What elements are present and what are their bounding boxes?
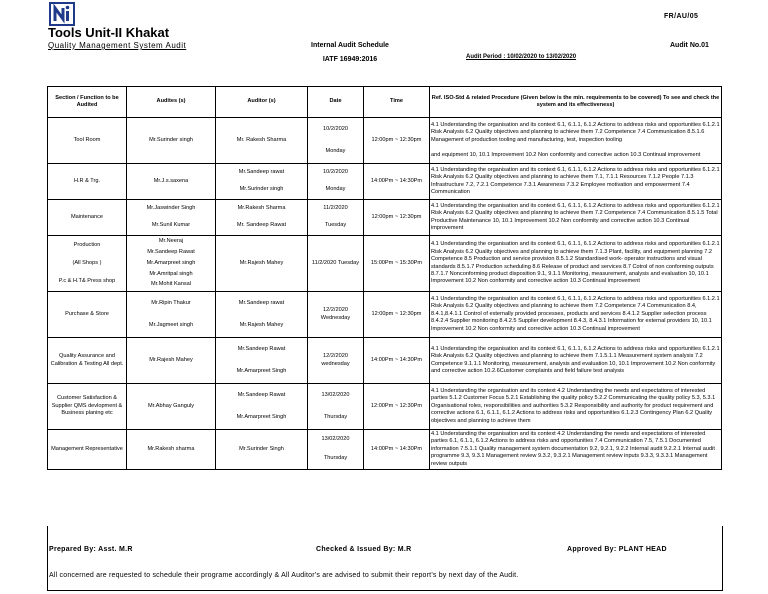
footer-box: [47, 526, 723, 591]
cell-time: 14:00Pm ~ 14:30Pm: [364, 164, 430, 200]
footer-note: All concerned are requested to schedule their programe accordingly & All Auditor's are advised to submit their report's by next day of the Audit.: [49, 572, 519, 579]
date-value: 10/2/2020: [323, 169, 348, 176]
cell-section-line: P.c & H.T& Press shop: [58, 277, 116, 284]
reference-text: 4.1 Understanding the organisation and its context 4.2 Understanding the needs and expectations of interested parties 5.1.2 Customer Focus 5.2.1 Establishing the quality policy 5.2.2 Communicating the quality policy 5.3, 5.3.1 Organisational roles, responsibilities and authorities 5.3.2 Responsibility and authority for product requirement and corrective actions 6.1, 6.1.1, 6.1.2 Actions to address risks and opportunities 6.1.2.3 Contingency Plan 6.2 Quality objectives and planning to achieve them: [431, 388, 716, 424]
cell-time: 12:00pm ~ 12:30pm: [364, 200, 430, 236]
cell-time: 12:00pm ~ 12:30pm: [364, 292, 430, 338]
day-value: Tuesday: [324, 222, 347, 229]
cell-auditors-line: Mr.Surinder singh: [239, 186, 284, 193]
cell-auditees: [127, 164, 216, 200]
date-value: 13/02/2020: [321, 391, 350, 398]
cell-auditees: [127, 200, 216, 236]
cell-auditees-line: Mr.Sandeep Rawat: [147, 249, 195, 255]
cell-time: 14:00Pm ~ 14:30Pm: [364, 338, 430, 384]
cell-section-line: H.R & Trg.: [73, 177, 101, 184]
cell-time: 12:00Pm ~ 12:30Pm: [364, 384, 430, 430]
cell-date: [308, 338, 364, 384]
table-row: [48, 118, 722, 164]
cell-auditees-line: Mr.Sunil Kumar: [151, 222, 191, 229]
cell-date: [308, 164, 364, 200]
cell-section: [48, 164, 127, 200]
cell-reference: [430, 236, 722, 292]
standard: IATF 16949:2016: [322, 56, 378, 63]
audit-period: Audit Period : 10/02/2020 to 13/02/2020: [466, 54, 577, 60]
cell-section: [48, 200, 127, 236]
cell-auditors-line: Mr.Rajesh Mahey: [239, 321, 284, 328]
audit-schedule-table: [47, 86, 722, 470]
cell-reference: [430, 338, 722, 384]
cell-auditors: [216, 292, 308, 338]
cell-auditors: [216, 118, 308, 164]
cell-auditors: [216, 384, 308, 430]
reference-text: 4.1 Understanding the organisation and its context 6.1, 6.1.1, 6.1.2 Actions to address risks and opportunities 6.1.2.1 Risk Analysis 6.2 Quality objectives and planning to achieve them 7.1, 7.1.1 Resources 7.1.2 People 7.1.3 Infrastructure 7.2, 7.2.1 Competence 7.3.1 Awareness 7.3.2 Employee motivation and empowerment 7.4 Communication: [431, 166, 720, 195]
cell-auditees-line: Mr.Rajesh Mahey: [149, 356, 193, 363]
cell-section-line: Production: [73, 241, 101, 248]
cell-date: [308, 384, 364, 430]
table-row: [48, 164, 722, 200]
cell-auditors-line: Mr.Sandeep Rawat: [237, 391, 286, 398]
cell-section: [48, 384, 127, 430]
cell-auditees: [127, 430, 216, 470]
header-section: Section / Function to be Audited: [48, 87, 127, 118]
cell-auditors-line: Mr.Surinder Singh: [239, 445, 284, 452]
cell-section-line: Quality Assurance and Calibration & Testing All dept.: [50, 353, 124, 367]
cell-auditors-line: Mr.Sandeep Rawat: [237, 345, 286, 352]
cell-auditors-line: Mr.Sandeep rawat: [238, 299, 285, 306]
cell-reference: [430, 164, 722, 200]
cell-section: [48, 236, 127, 292]
cell-auditors: [216, 164, 308, 200]
header-date: Date: [308, 87, 364, 118]
cell-section-line: (All Shops ): [72, 259, 102, 266]
cell-section-line: Customer Satisfaction & Supplier QMS devlopment & Business planing etc: [51, 395, 123, 417]
date-value: 12/2/2020 Wednesday: [320, 307, 351, 321]
table-row: [48, 200, 722, 236]
cell-time: 12:00pm ~ 12:30pm: [364, 118, 430, 164]
cell-auditees-line: Mr.Abhay Ganguly: [147, 402, 195, 409]
cell-date: [308, 236, 364, 292]
cell-date: [308, 430, 364, 470]
cell-auditors-line: Mr. Sandeep Rawat: [236, 222, 287, 229]
reference-text: 4.1 Understanding the organisation and its context 6.1, 6.1.1, 6.1.2 Actions to address risks and opportunities 6.1.2.1 Risk Analysis 6.2 Quality objectives and planning to achieve them 7.1.3 Plant, facility, and equipment planning 7.2 Competence 8.5 Production and service provision 8.5.1.2 Standardised work- operator instructions and visual standards 8.5.1.7 Production scheduling 8.6 Release of product and services 8.7 Cotrol of non conforming outputs 8.7.1.7 Nonconforming product disposition 9.1, 9.1.1 Monitoring, measurement, analysis and evaluation 10, 10.1 Improvement 10.2 Non conformity and corrective action 10.3 Continual improvement: [431, 241, 720, 285]
reference-text: 4.1 Understanding the organisation and its context 4.2 Understanding the needs and expectations of interested parties 6.1, 6.1.1, 6.1.2 Actions to address risks and opportunities 7.4 Communication 7.5, 7.5.1 Documented information 7.5.1.1 Quality management system documentation 9.2, 9.2.1, 9.2.2 Internal audit 9.2.2.1 Internal audit programme 9.3, 9.3.1 Management review 9.3.2, 9.3.2.1 Management review inputs 9.3.3, 9.3.3.1 Management review outputs: [431, 431, 715, 467]
day-value: Thursday: [323, 413, 348, 420]
checked-by: Checked & Issued By: M.R: [316, 546, 412, 553]
cell-time: 14:00Pm ~ 14:30Pm: [364, 430, 430, 470]
cell-section: [48, 338, 127, 384]
cell-auditors: [216, 200, 308, 236]
table-row: [48, 384, 722, 430]
cell-date: [308, 200, 364, 236]
cell-date: [308, 118, 364, 164]
header-auditees: Audites (s): [127, 87, 216, 118]
cell-section-line: Maintenance: [70, 213, 104, 220]
audit-number: Audit No.01: [670, 42, 709, 49]
cell-auditors-line: Mr.Amarpreet Singh: [236, 367, 287, 374]
subtitle: Quality Management System Audit: [48, 41, 187, 50]
reference-text: 4.1 Understanding the organisation and its context 6.1, 6.1.1, 6.1.2 Actions to address risks and opportunities 6.1.2.1 Risk Analysis 6.2 Quality objectives and planning to achieve them 7.2 Competence 7.4 Communication 8.4, 8.4.1,8.4.1.1 Control of externally provided processes, products and services 8.4.1.2 Supplier selection process 8.4.2.4 Supplier monitoring 8.4.2.5 Supplier development 8.4.3, 8.4.3.1 Information for external providers 10, 10.1 Improvement 10.2 Non conformity and corrective action 10.3 Continual improvement: [431, 296, 720, 332]
cell-time: 15:00Pm ~ 15:30Pm: [364, 236, 430, 292]
cell-reference: [430, 118, 722, 164]
cell-auditees-line: Mr.Ripin Thakur: [151, 299, 191, 306]
company-name: Tools Unit-II Khakat: [48, 25, 170, 40]
cell-auditors-line: Mr. Rakesh Sharma: [236, 136, 287, 143]
cell-section-line: Management Representative: [51, 445, 123, 452]
date-value: 13/02/2020: [321, 436, 350, 443]
schedule-title: Internal Audit Schedule: [311, 42, 389, 49]
cell-auditees: [127, 236, 216, 292]
table-header-row: [48, 87, 722, 118]
date-value: 11/2/2020 Tuesday: [311, 259, 360, 266]
table-row: [48, 292, 722, 338]
cell-auditees-line: Mr.Amritpal singh: [149, 270, 193, 277]
cell-auditees: [127, 338, 216, 384]
cell-auditees-line: Mr.Amarpreet singh: [146, 259, 196, 266]
cell-section: [48, 118, 127, 164]
cell-auditors-line: Mr.Rakesh Sharma: [237, 205, 286, 212]
day-value: Monday: [325, 186, 346, 193]
cell-section-line: Tool Room: [73, 136, 101, 143]
cell-auditees: [127, 292, 216, 338]
cell-section: [48, 430, 127, 470]
cell-auditees-line: Mr.Mohit Kansal: [150, 281, 192, 288]
approved-by: Approved By: PLANT HEAD: [567, 546, 667, 553]
header-ref: Ref. ISO-Std & related Procedure (Given below is the min. requirements to be covered) To see and check the system and its effectiveness): [430, 87, 722, 118]
cell-auditors-line: Mr.Rajesh Mahey: [239, 259, 284, 266]
cell-reference: [430, 200, 722, 236]
cell-auditors-line: Mr.Amarpreet Singh: [236, 413, 287, 420]
day-value: Thursday: [323, 455, 348, 462]
date-value: 11/2/2020: [323, 205, 348, 212]
reference-text: 4.1 Understanding the organisation and its context 6.1, 6.1.1, 6.1.2 Actions to address risks and opportunities 6.1.2.1 Risk Analysis 6.2 Quality objectives and planning to achieve them 7.2 Competence 7.4 Communication 8.5.1.6 Management of production tooling and manufacturing, test, inspection tooling: [431, 121, 720, 143]
cell-auditees-line: Mr.Jagmeet singh: [148, 321, 194, 328]
prepared-by: Prepared By: Asst. M.R: [49, 546, 133, 553]
cell-auditors: [216, 430, 308, 470]
reference-text: 4.1 Understanding the organisation and its context 6.1, 6.1.1, 6.1.2 Actions to address risks and opportunities 6.1.2.1 Risk Analysis 6.2 Quality objectives and planning to achieve them 7.1.5.1.1 Measurement system analysis 7.2 Competence 9.1.1.1 Monitoring, measurement, analysis and evaluation 10, 10.1 Improvement 10.2 Non conformity and corrective action 10.2.6Customer complaints and field failure test analysis: [431, 345, 720, 374]
cell-auditees-line: Mr.Surinder singh: [149, 136, 193, 143]
cell-auditors: [216, 236, 308, 292]
cell-date: [308, 292, 364, 338]
table-row: [48, 236, 722, 292]
cell-auditees-line: Mr.J.s.saxena: [153, 177, 189, 184]
reference-text-continued: and equipment 10, 10.1 Improvement 10.2 Non conformity and corrective action 10.3 Continual improvement: [431, 151, 701, 158]
company-logo: [49, 2, 75, 26]
cell-auditors: [216, 338, 308, 384]
header-auditors: Auditor (s): [216, 87, 308, 118]
cell-reference: [430, 430, 722, 470]
header-time: Time: [364, 87, 430, 118]
cell-reference: [430, 384, 722, 430]
cell-auditors-line: Mr.Sandeep rawat: [238, 169, 285, 176]
cell-auditees: [127, 384, 216, 430]
cell-auditees-line: Mr.Neeraj: [158, 238, 184, 245]
date-value: 12/2/2020 wednesday: [321, 353, 350, 367]
reference-text: 4.1 Understanding the organisation and its context 6.1, 6.1.1, 6.1.2 Actions to address risks and opportunities 6.1.2.1 Risk Analysis 6.2 Quality objectives and planning to achieve them 7.2 Competence 7.4 Communication 8.5.1.5 Total Productive Maintenance 10, 10.1 Improvement 10.2 Non conformity and corrective action 10.3 Continual improvement: [431, 202, 720, 231]
cell-section-line: Purchase & Store: [65, 310, 109, 317]
cell-auditees-line: Mr.Rakesh sharma: [147, 445, 195, 452]
cell-reference: [430, 292, 722, 338]
cell-auditees: [127, 118, 216, 164]
day-value: Monday: [325, 147, 346, 154]
cell-auditees-line: Mr.Jaswinder Singh: [146, 205, 196, 212]
date-value: 10/2/2020: [323, 125, 348, 132]
cell-section: [48, 292, 127, 338]
form-number: FR/AU/05: [664, 13, 699, 20]
table-row: [48, 430, 722, 470]
table-row: [48, 338, 722, 384]
